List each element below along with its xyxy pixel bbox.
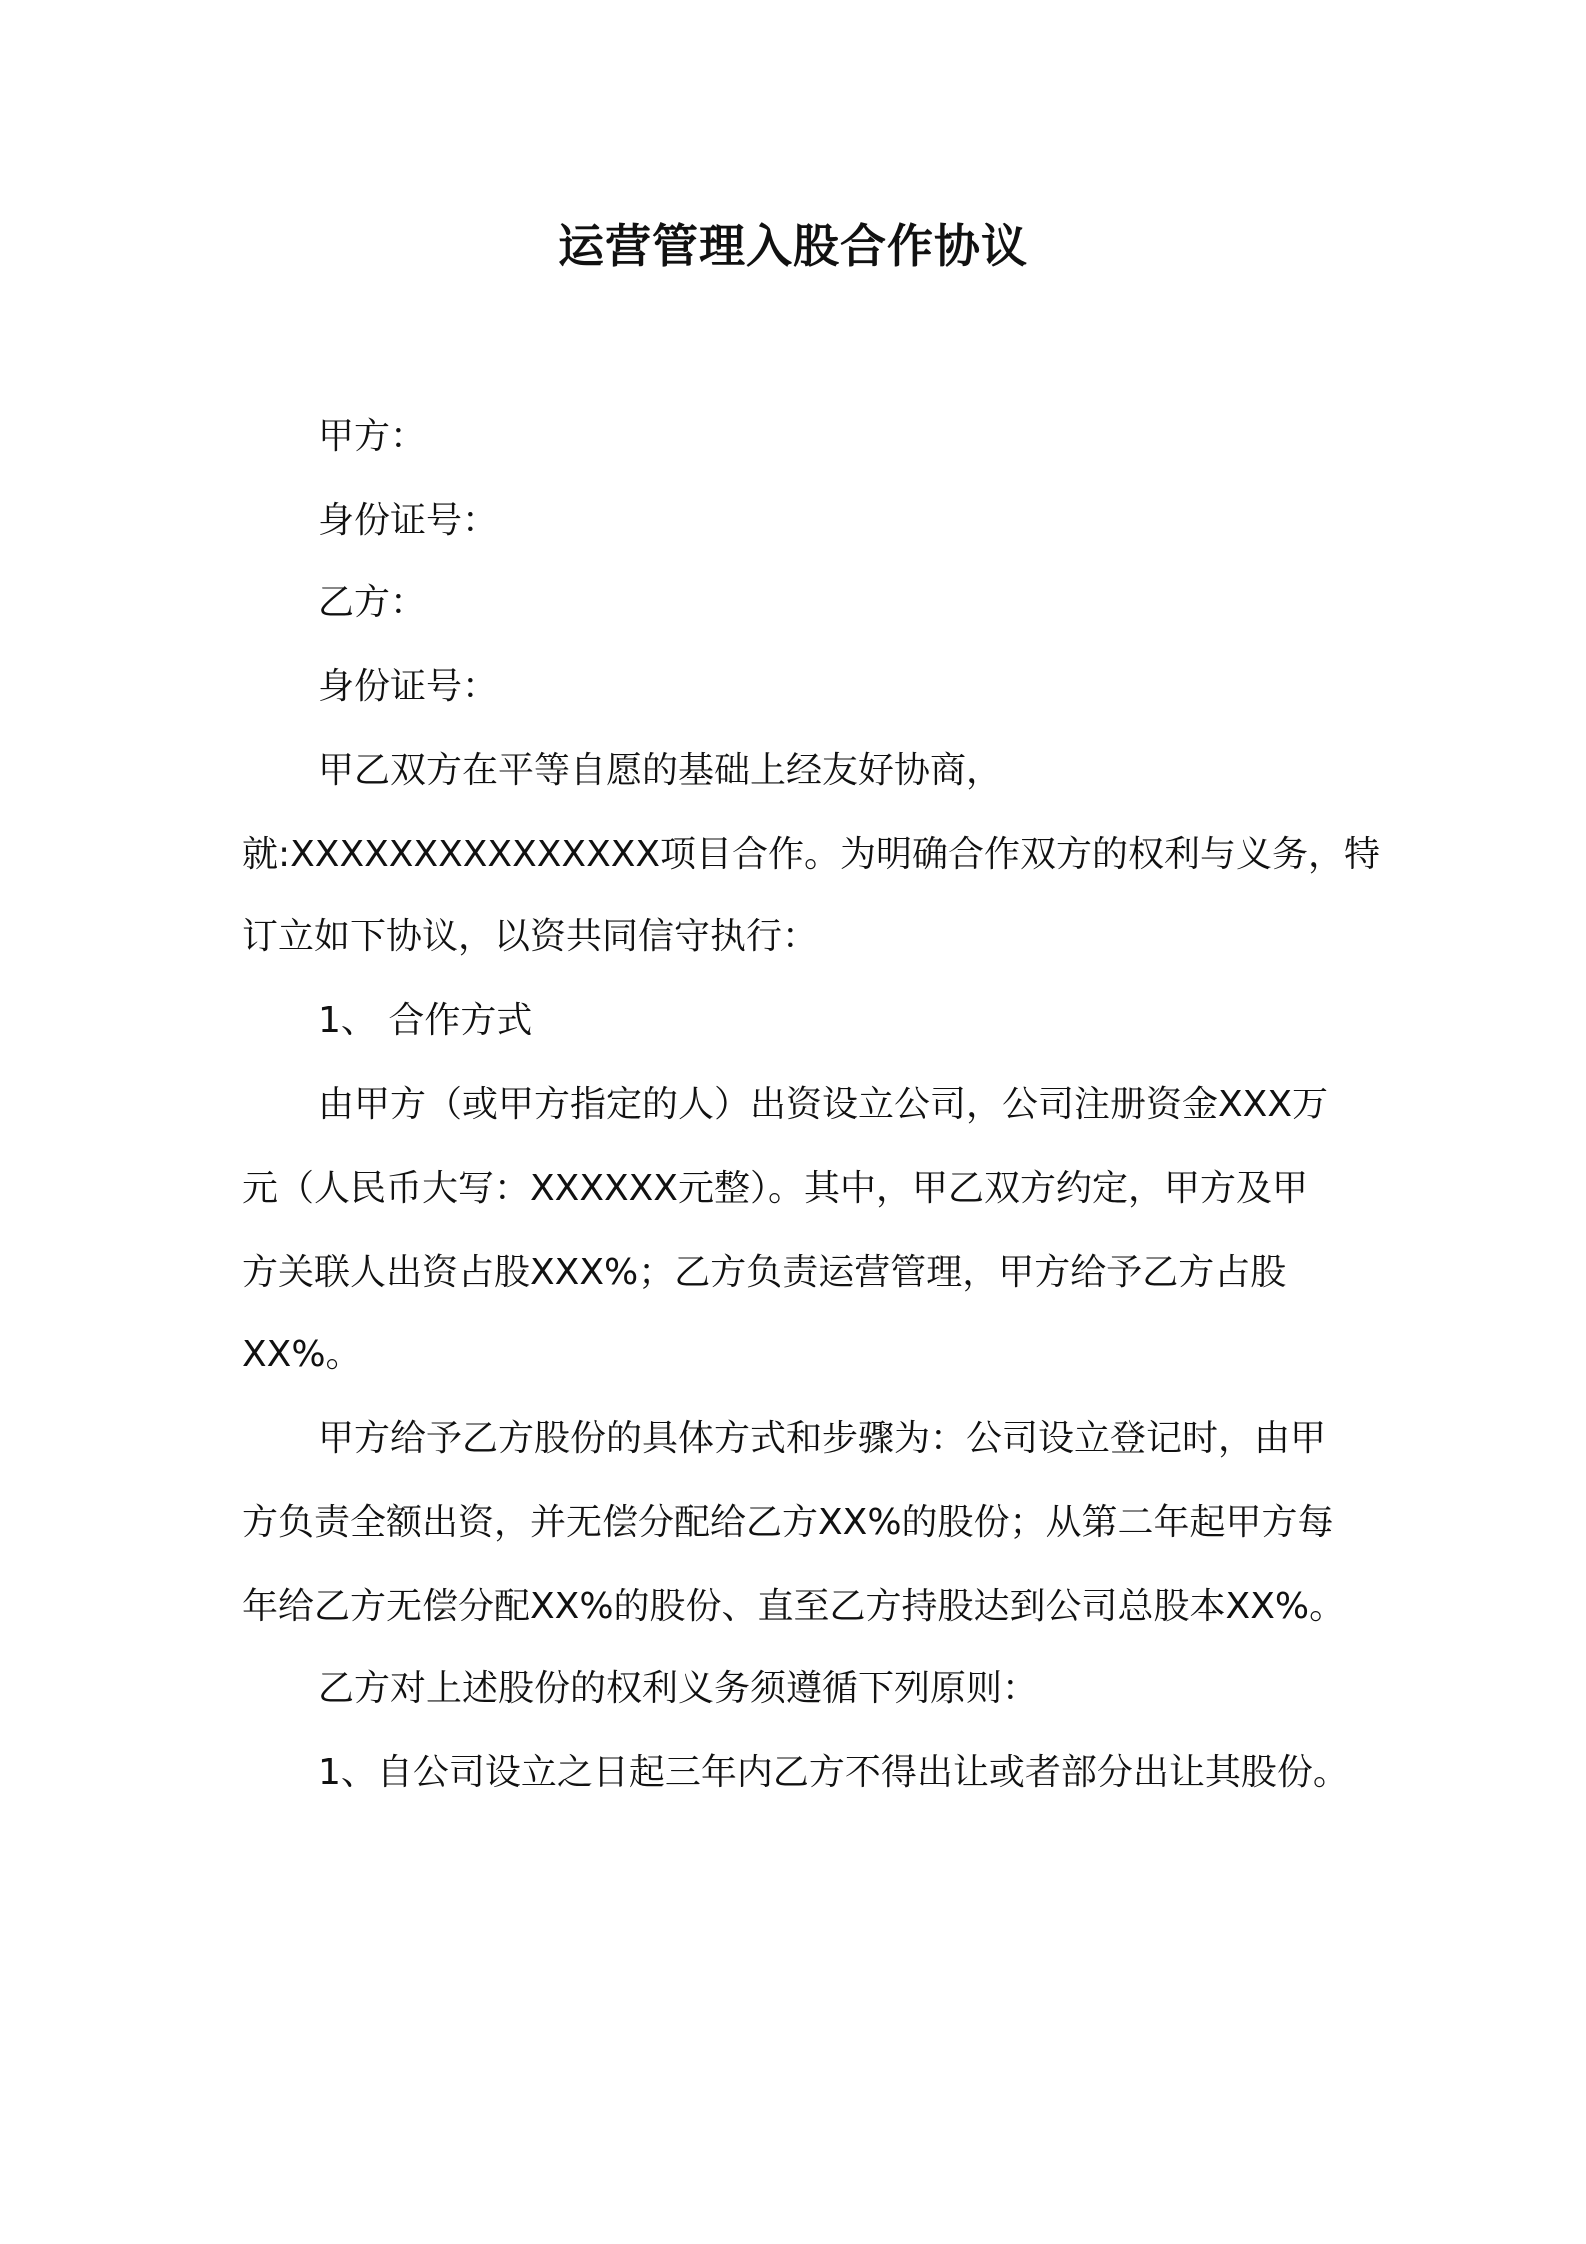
party-b-id-label: 身份证号： [318, 666, 499, 707]
party-a-id-label: 身份证号： [318, 500, 499, 541]
clause-paragraph-1-line-4: XX%。 [242, 1334, 362, 1375]
clause-paragraph-2-line-3: 年给乙方无偿分配XX%的股份、直至乙方持股达到公司总股本XX%。 [242, 1586, 1346, 1627]
intro-line-2: 就:XXXXXXXXXXXXXXX项目合作。为明确合作双方的权利与义务，特 [242, 834, 1381, 875]
principle-item-1: 1、自公司设立之日起三年内乙方不得出让或者部分出让其股份。 [318, 1752, 1349, 1793]
clause-paragraph-1-line-3: 方关联人出资占股XXX%；乙方负责运营管理，甲方给予乙方占股 [242, 1252, 1287, 1293]
section-heading-cooperation-method: 1、 合作方式 [318, 1000, 533, 1041]
intro-line-3: 订立如下协议，以资共同信守执行： [242, 916, 819, 957]
clause-paragraph-2-line-2: 方负责全额出资，并无偿分配给乙方XX%的股份；从第二年起甲方每 [242, 1502, 1334, 1543]
document-title: 运营管理入股合作协议 [558, 219, 1028, 273]
intro-line-1: 甲乙双方在平等自愿的基础上经友好协商， [318, 750, 1003, 791]
clause-paragraph-1-line-2: 元（人民币大写：XXXXXX元整）。其中，甲乙双方约定，甲方及甲 [242, 1168, 1308, 1209]
party-b-label: 乙方： [318, 582, 427, 623]
party-a-label: 甲方： [318, 416, 427, 457]
clause-paragraph-2-line-1: 甲方给予乙方股份的具体方式和步骤为：公司设立登记时，由甲 [318, 1418, 1327, 1459]
clause-paragraph-1-line-1: 由甲方（或甲方指定的人）出资设立公司，公司注册资金XXX万 [318, 1084, 1328, 1125]
principles-intro: 乙方对上述股份的权利义务须遵循下列原则： [318, 1668, 1039, 1709]
